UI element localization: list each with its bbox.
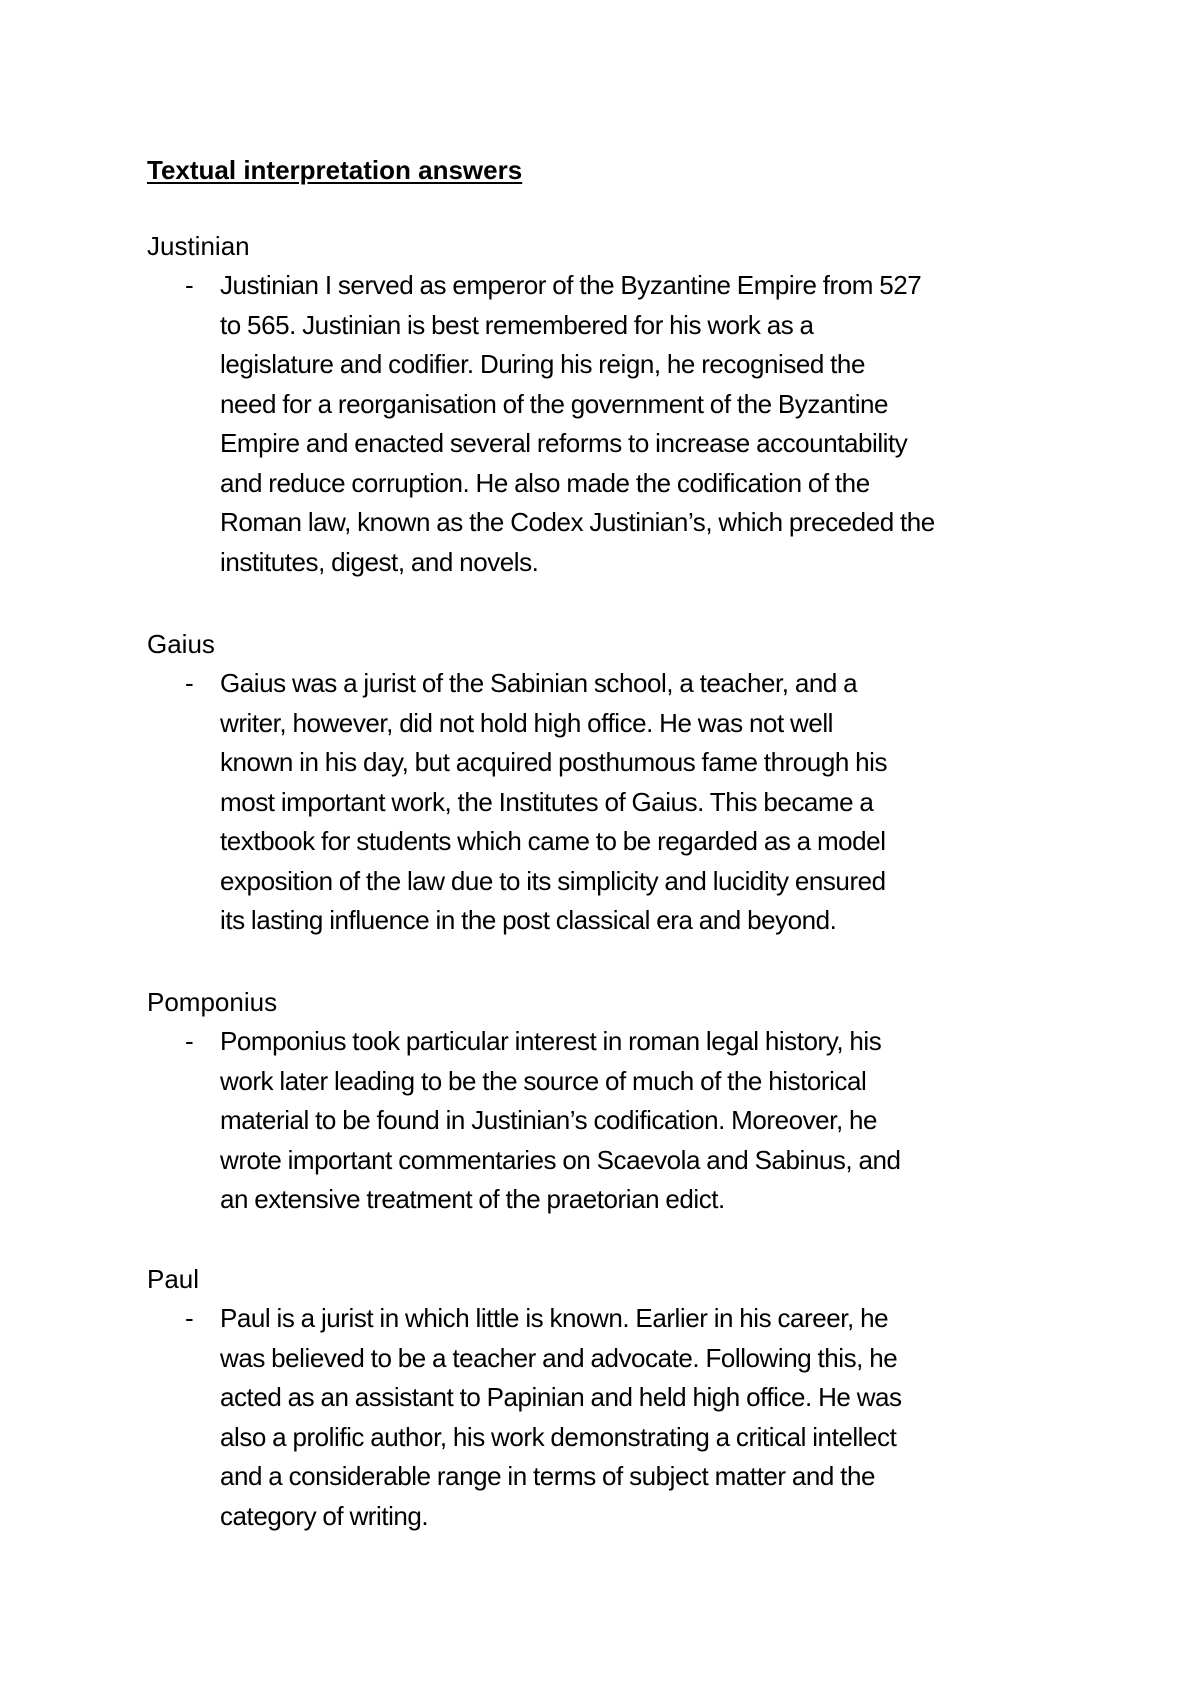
text-line: also a prolific author, his work demonstrating a critical intellect: [220, 1421, 897, 1452]
bullet-list: [147, 266, 1097, 582]
bullet-list: [147, 1022, 1097, 1220]
text-line: wrote important commentaries on Scaevola and Sabinus, and: [220, 1144, 901, 1175]
bullet-list: [147, 1299, 1097, 1536]
bullet-text: [220, 1299, 1097, 1536]
text-line: Empire and enacted several reforms to increase accountability: [220, 428, 908, 458]
bullet-dash: -: [185, 1303, 194, 1333]
text-line: Paul is a jurist in which little is known. Earlier in his career, he: [220, 1303, 889, 1333]
text-line: an extensive treatment of the praetorian edict.: [220, 1184, 725, 1214]
text-line: and a considerable range in terms of subject matter and the: [220, 1461, 875, 1491]
section-heading: Pomponius: [147, 987, 278, 1017]
text-line: material to be found in Justinian’s codification. Moreover, he: [220, 1105, 878, 1135]
section-heading: Justinian: [147, 231, 250, 261]
bullet-list: [147, 664, 1097, 941]
section-pomponius: [147, 982, 1097, 1220]
text-line: its lasting influence in the post classical era and beyond.: [220, 905, 837, 935]
section-paul: [147, 1259, 1097, 1536]
text-line: Pomponius took particular interest in roman legal history, his: [220, 1026, 882, 1056]
text-line: legislature and codifier. During his reign, he recognised the: [220, 349, 865, 379]
text-line: Justinian I served as emperor of the Byzantine Empire from 527: [220, 270, 922, 300]
section-justinian: [147, 226, 1097, 582]
bullet-text: [220, 1022, 1097, 1220]
bullet-dash: -: [185, 270, 194, 300]
section-heading: Gaius: [147, 629, 215, 659]
section-heading: Paul: [147, 1264, 200, 1294]
text-line: acted as an assistant to Papinian and held high office. He was: [220, 1382, 902, 1412]
bullet-text: [220, 266, 1097, 582]
text-line: to 565. Justinian is best remembered for his work as a: [220, 309, 814, 340]
bullet-dash: -: [185, 1026, 194, 1056]
text-line: writer, however, did not hold high office. He was not well: [220, 707, 833, 738]
text-line: most important work, the Institutes of Gaius. This became a: [220, 786, 874, 817]
text-line: Gaius was a jurist of the Sabinian school, a teacher, and a: [220, 668, 858, 698]
text-line: category of writing.: [220, 1500, 429, 1531]
text-line: exposition of the law due to its simplicity and lucidity ensured: [220, 865, 886, 896]
bullet-dash: -: [185, 668, 194, 698]
text-line: Roman law, known as the Codex Justinian’s, which preceded the: [220, 507, 935, 537]
bullet-text: [220, 664, 1097, 941]
text-line: institutes, digest, and novels.: [220, 546, 539, 577]
text-line: known in his day, but acquired posthumous fame through his: [220, 747, 887, 777]
document-title: Textual interpretation answers: [147, 155, 523, 185]
text-line: textbook for students which came to be regarded as a model: [220, 826, 886, 856]
text-line: and reduce corruption. He also made the codification of the: [220, 467, 870, 498]
text-line: work later leading to be the source of much of the historical: [220, 1065, 867, 1096]
section-gaius: [147, 624, 1097, 941]
text-line: was believed to be a teacher and advocate. Following this, he: [220, 1342, 898, 1373]
text-line: need for a reorganisation of the government of the Byzantine: [220, 388, 889, 419]
